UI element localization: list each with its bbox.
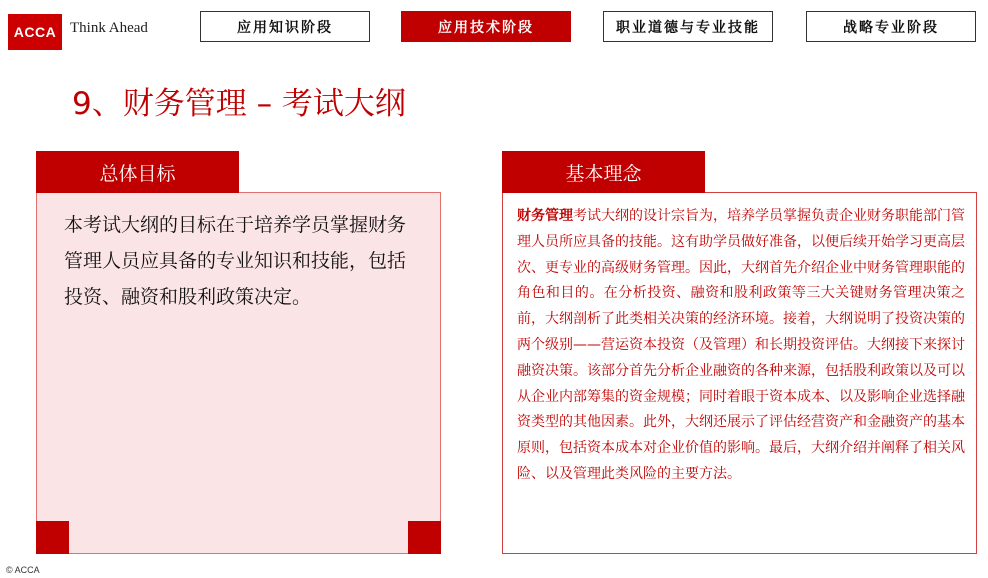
- brand-tagline: Think Ahead: [70, 20, 148, 36]
- rationale-body: 考试大纲的设计宗旨为，培养学员掌握负责企业财务职能部门管理人员所应具备的技能。这有助学员做好准备，以便后续开始学习更高层次、更专业的高级财务管理。因此，大纲首先介绍企业中财务管理职能的角色和目的。在分析投资、融资和股利政策等三大关键财务管理决策之前，大纲剖析了此类相关决策的经济环境。接着，大纲说明了投资决策的两个级别——营运资本投资（及管理）和长期投资评估。大纲接下来探讨融资决策。该部分首先分析企业融资的各种来源，包括股利政策以及可以从企业内部筹集的资金规模；同时着眼于资本成本、以及影响企业选择融资类型的其他因素。此外，大纲还展示了评估经营资产和金融资产的基本原则，包括资本成本对企业价值的影响。最后，大纲介绍并阐释了相关风险、以及管理此类风险的主要方法。: [517, 208, 965, 482]
- panel-corner-decoration-right: [408, 521, 441, 554]
- objective-heading: 总体目标: [36, 151, 239, 193]
- page-title: 9、财务管理 – 考试大纲: [72, 86, 406, 122]
- panel-corner-decoration-left: [36, 521, 69, 554]
- tab-applied-knowledge[interactable]: 应用知识阶段: [200, 11, 370, 42]
- copyright-footer: © ACCA: [6, 565, 40, 575]
- objective-text: 本考试大纲的目标在于培养学员掌握财务管理人员应具备的专业知识和技能，包括投资、融资和股利政策决定。: [64, 214, 407, 308]
- acca-logo: ACCA: [8, 14, 62, 50]
- tab-applied-skills[interactable]: 应用技术阶段: [401, 11, 571, 42]
- rationale-lead-term: 财务管理: [517, 208, 573, 224]
- tab-strategic-professional[interactable]: 战略专业阶段: [806, 11, 976, 42]
- tab-ethics-professional-skills[interactable]: 职业道德与专业技能: [603, 11, 773, 42]
- rationale-heading: 基本理念: [502, 151, 705, 193]
- rationale-text: [517, 204, 965, 488]
